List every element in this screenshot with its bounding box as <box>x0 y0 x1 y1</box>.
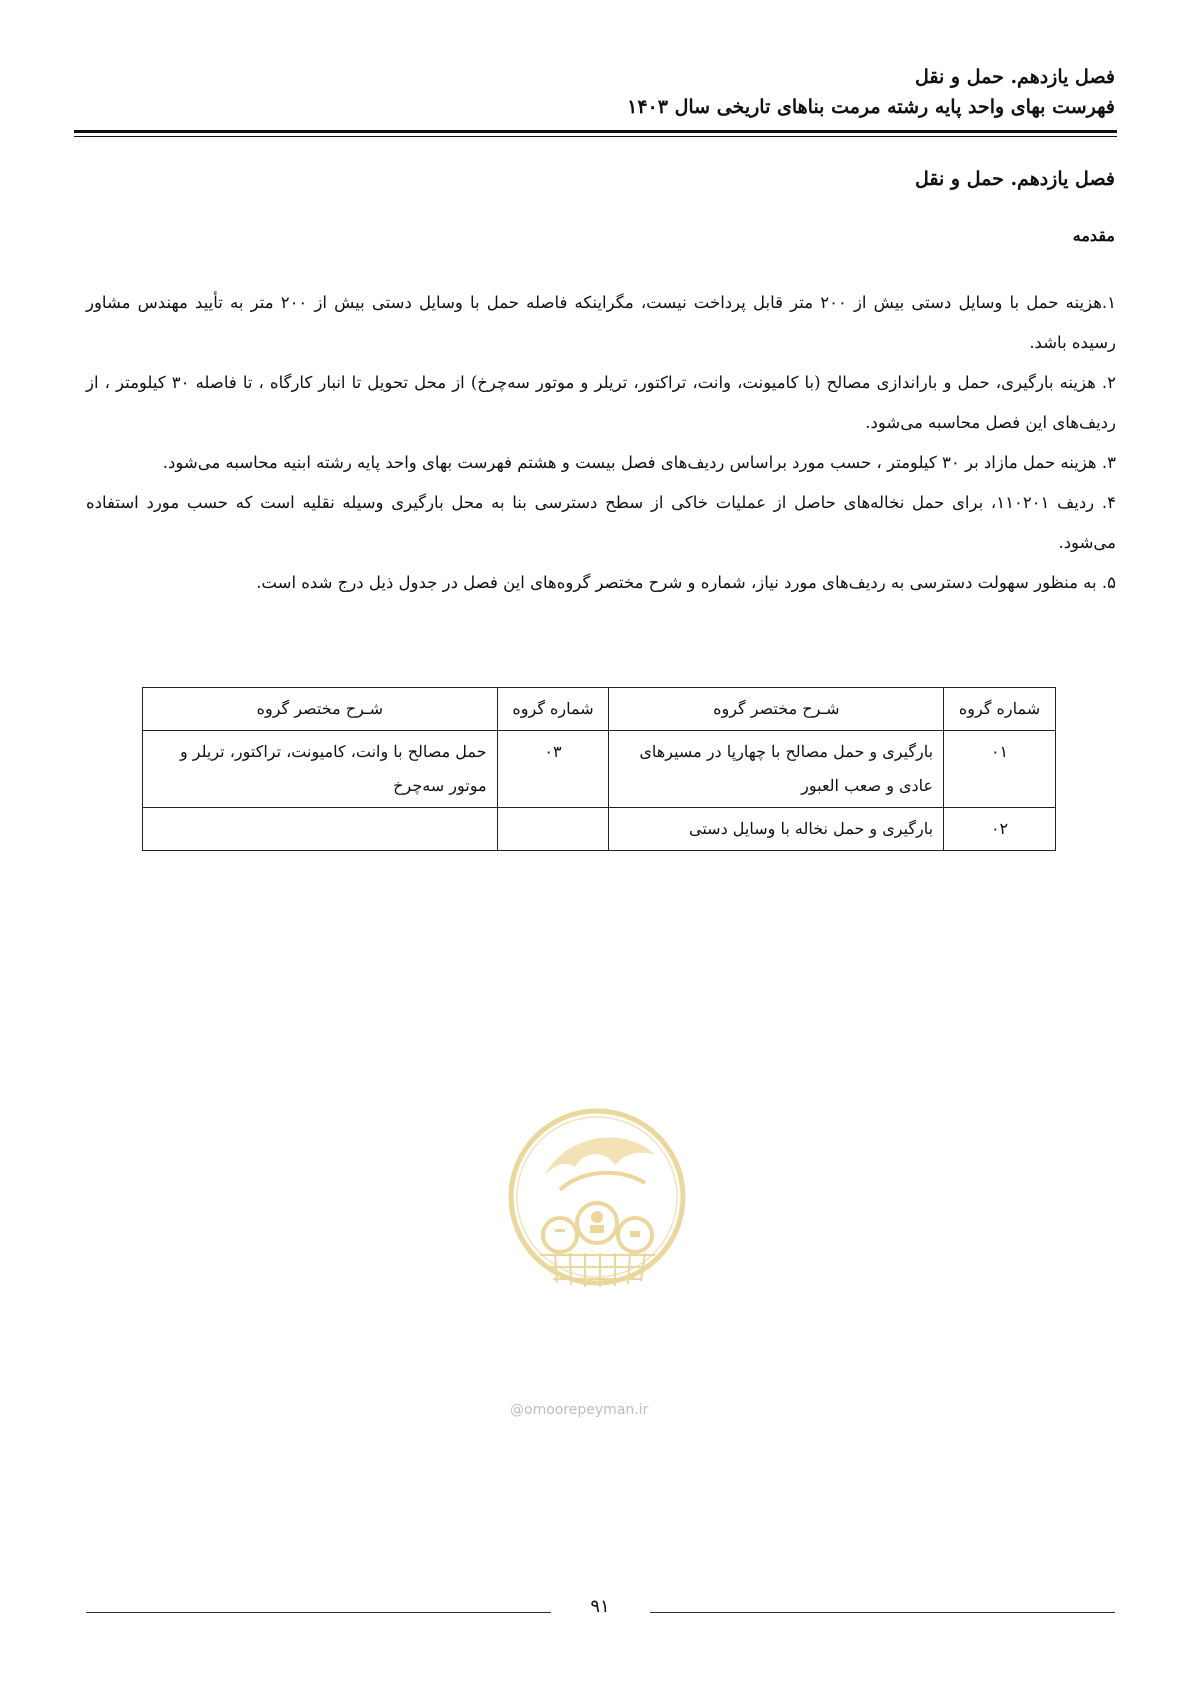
group-description-cell: بارگیری و حمل مصالح با چهارپا در مسیرهای عادی و صعب العبور <box>609 731 944 808</box>
running-header-book-title: فهرست بهای واحد پایه رشته مرمت بناهای تاریخی سال ۱۴۰۳ <box>627 96 1115 118</box>
table-header-cell: شماره گروه <box>944 688 1056 731</box>
footer-rule-right <box>650 1612 1115 1613</box>
table-header-row <box>143 688 1056 731</box>
intro-heading: مقدمه <box>1072 226 1115 245</box>
paragraph-5: ۵. به منظور سهولت دسترسی به ردیف‌های مورد نیاز، شماره و شرح مختصر گروه‌های این فصل در جدول ذیل درج شده است. <box>256 573 1116 592</box>
table-row <box>143 808 1056 851</box>
header-rule-thin <box>74 136 1117 137</box>
paragraph-4: ۴. ردیف ۱۱۰۲۰۱، برای حمل نخاله‌های حاصل از عملیات خاکی از سطح دسترسی بنا به محل بارگیری وسیله نقلیه است که حسب مورد استفاده می‌شود. <box>86 493 1116 552</box>
group-number-cell: ۰۲ <box>944 808 1056 851</box>
group-description-cell <box>143 808 498 851</box>
watermark-logo <box>505 1105 690 1330</box>
group-description-cell: حمل مصالح با وانت، کامیونت، تراکتور، تریلر و موتور سه‌چرخ <box>143 731 498 808</box>
intro-paragraphs <box>86 283 1116 603</box>
group-number-cell: ۰۳ <box>497 731 609 808</box>
running-header-chapter: فصل یازدهم. حمل و نقل <box>915 66 1115 88</box>
table-header-cell: شـرح مختصر گروه <box>609 688 944 731</box>
group-table <box>142 687 1056 851</box>
group-description-cell: بارگیری و حمل نخاله با وسایل دستی <box>609 808 944 851</box>
section-title: فصل یازدهم. حمل و نقل <box>915 168 1115 190</box>
table-header-cell: شماره گروه <box>497 688 609 731</box>
paragraph-3: ۳. هزینه حمل مازاد بر ۳۰ کیلومتر ، حسب مورد براساس ردیف‌های فصل بیست و هشتم فهرست بهای واحد پایه رشته ابنیه محاسبه می‌شود. <box>162 453 1116 472</box>
group-number-cell <box>497 808 609 851</box>
footer-rule-left <box>86 1612 551 1613</box>
table-row <box>143 731 1056 808</box>
paragraph-2: ۲. هزینه بارگیری، حمل و باراندازی مصالح (با کامیونت، وانت، تراکتور، تریلر و موتور سه‌چرخ) از محل تحویل تا انبار کارگاه ، تا فاصله ۳۰ کیلومتر ، از ردیف‌های این فصل محاسبه می‌شود. <box>86 373 1116 432</box>
group-number-cell: ۰۱ <box>944 731 1056 808</box>
page-number: ۹۱ <box>590 1596 610 1617</box>
table-header-cell: شـرح مختصر گروه <box>143 688 498 731</box>
watermark-url: @omoorepeyman.ir <box>510 1402 649 1418</box>
paragraph-1: ۱.هزینه حمل با وسایل دستی بیش از ۲۰۰ متر قابل پرداخت نیست، مگراینکه فاصله حمل با وسایل دستی بیش از ۲۰۰ متر به تأیید مهندس مشاور رسیده باشد. <box>86 293 1117 352</box>
header-rule-thick <box>74 130 1117 133</box>
